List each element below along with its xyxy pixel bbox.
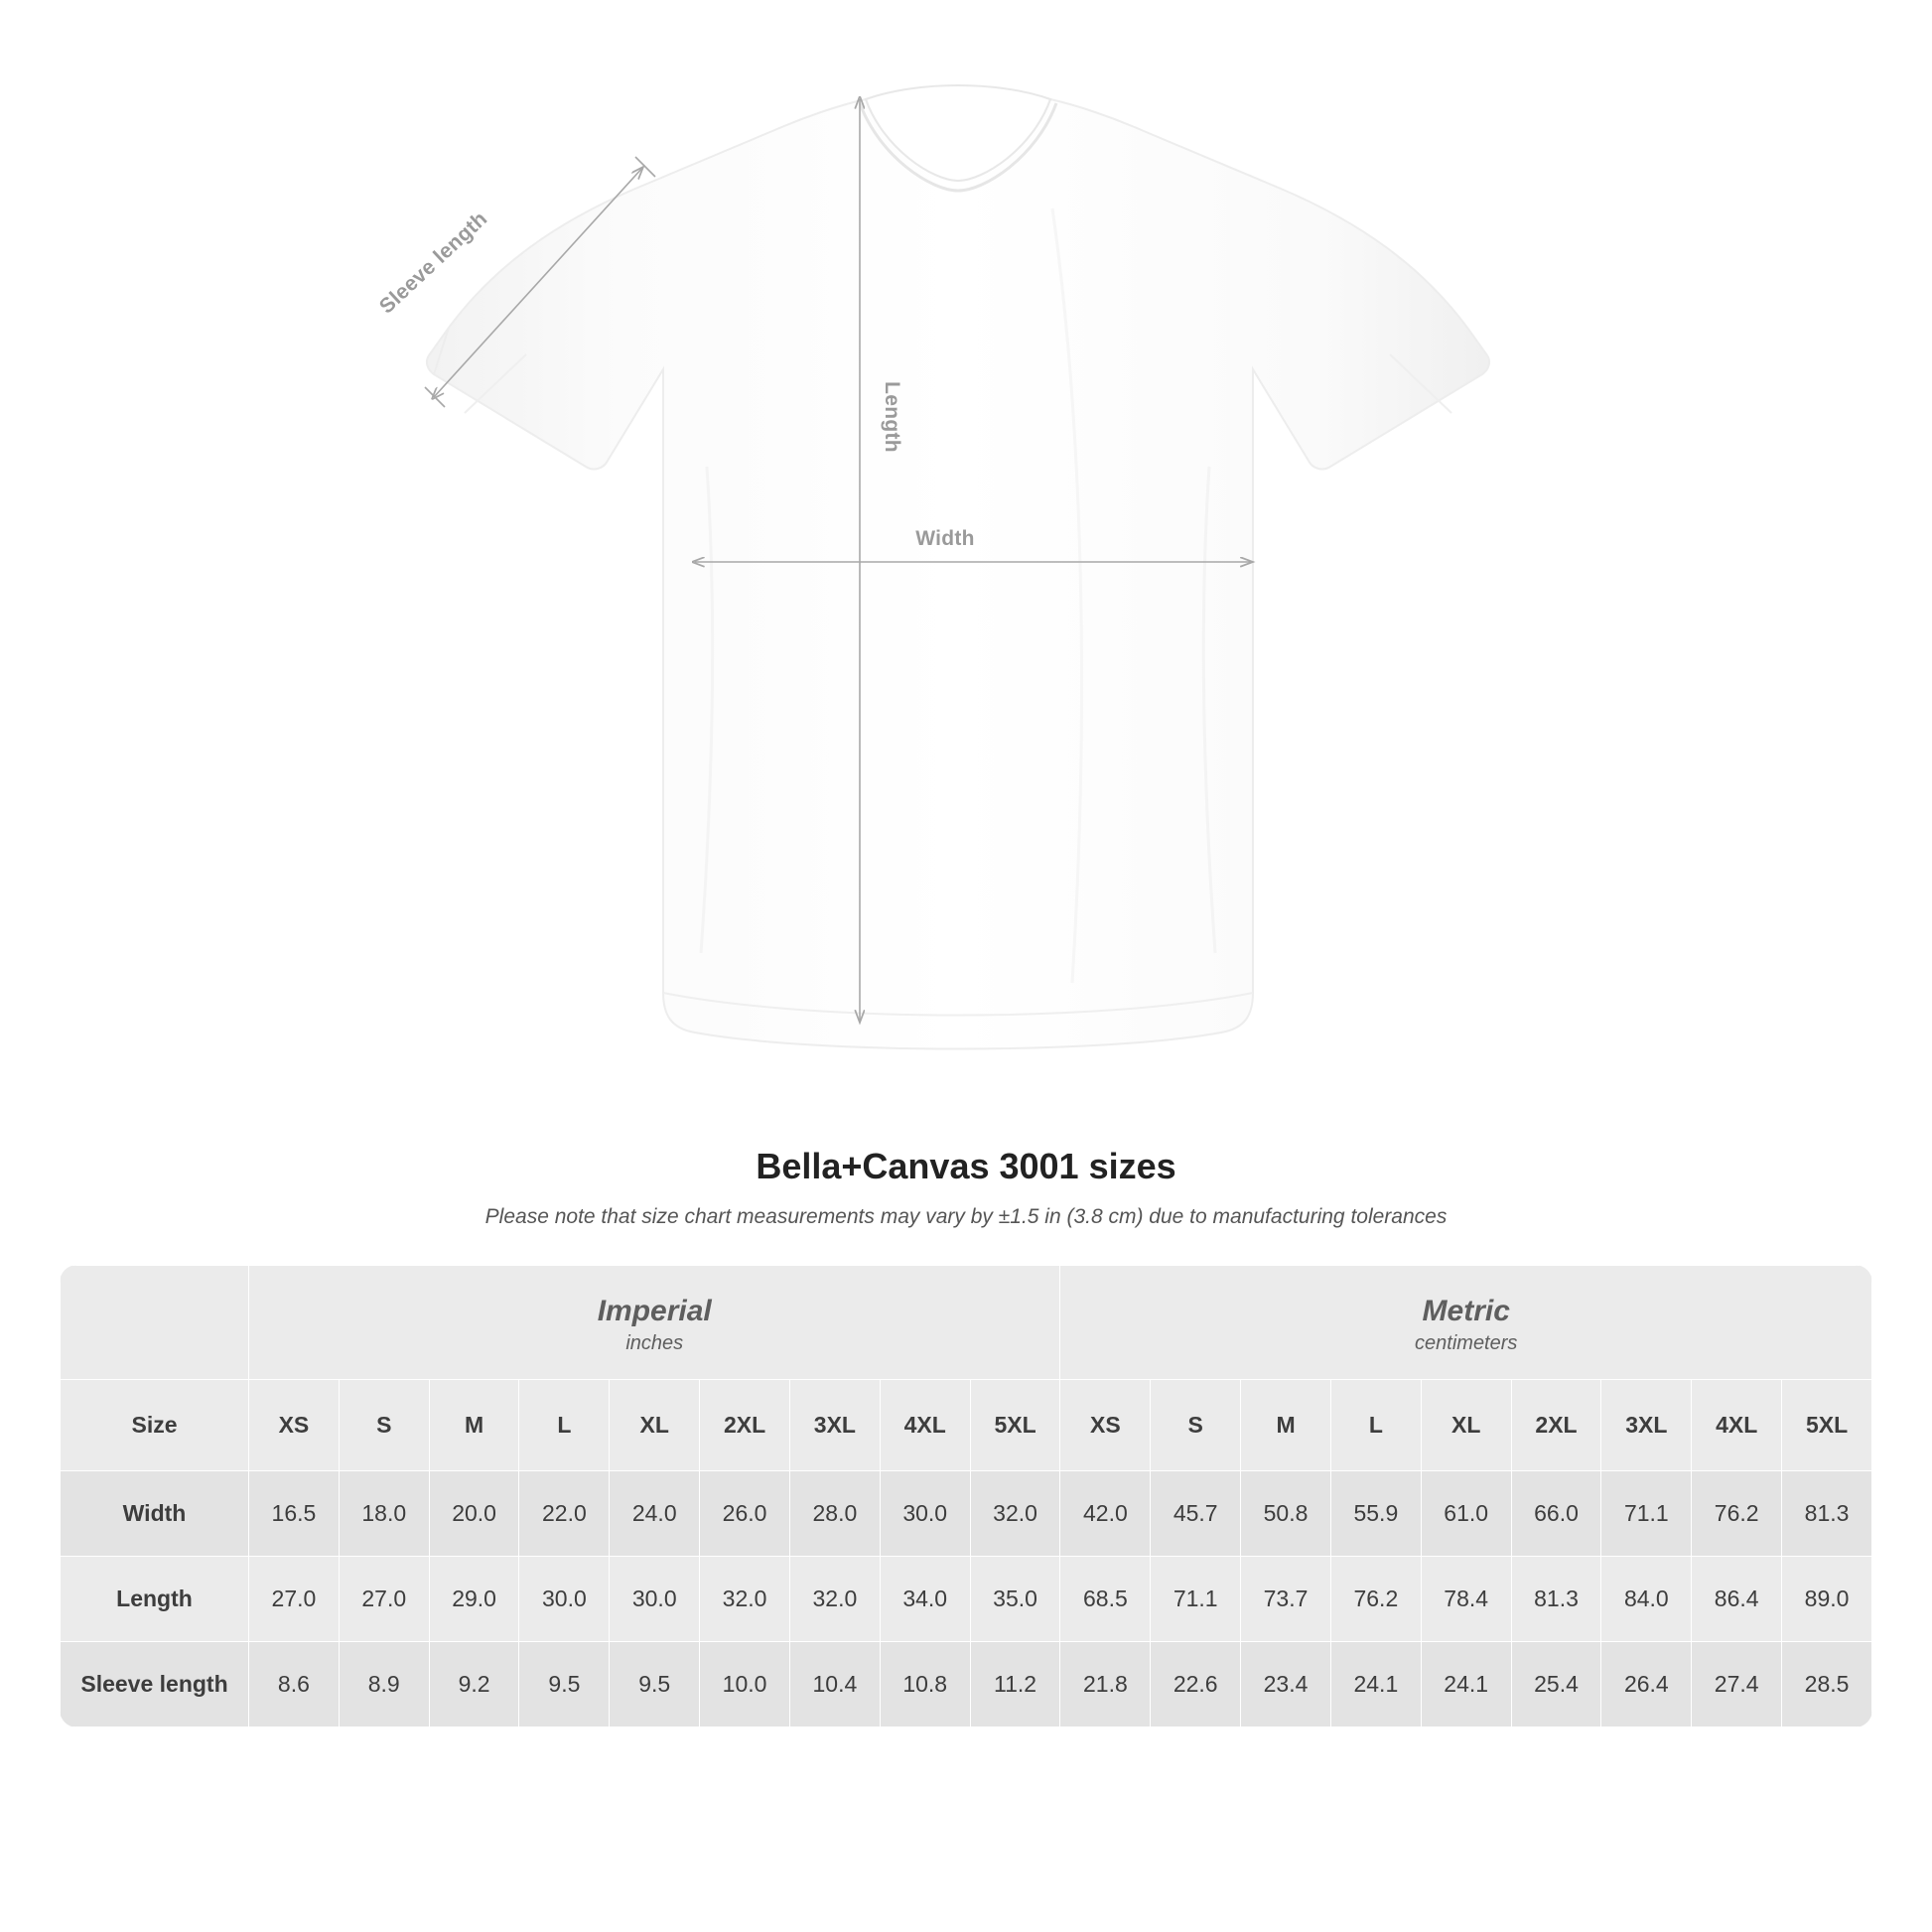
header-size-imp-5: 2XL: [700, 1379, 790, 1470]
table-row: [61, 1641, 1872, 1726]
header-size-met-3: L: [1330, 1379, 1421, 1470]
unit-metric: [1060, 1266, 1872, 1380]
table-row: [61, 1470, 1872, 1556]
unit-imperial-sub: inches: [625, 1331, 684, 1354]
cell-sleeve-met-0: 21.8: [1060, 1641, 1151, 1726]
unit-header-spacer: [61, 1266, 249, 1380]
row-label-width: Width: [61, 1470, 249, 1556]
table-header-row: [61, 1379, 1872, 1470]
cell-length-met-2: 73.7: [1241, 1556, 1331, 1641]
unit-header-row: [61, 1266, 1872, 1380]
cell-length-imp-1: 27.0: [339, 1556, 429, 1641]
row-label-length: Length: [61, 1556, 249, 1641]
cell-sleeve-met-5: 25.4: [1511, 1641, 1601, 1726]
unit-imperial: [249, 1266, 1060, 1380]
header-size-met-2: M: [1241, 1379, 1331, 1470]
header-size-imp-3: L: [519, 1379, 610, 1470]
cell-width-met-0: 42.0: [1060, 1470, 1151, 1556]
cell-sleeve-imp-6: 10.4: [789, 1641, 880, 1726]
cell-length-met-0: 68.5: [1060, 1556, 1151, 1641]
cell-sleeve-imp-1: 8.9: [339, 1641, 429, 1726]
length-dimension-label: Length: [881, 381, 903, 453]
header-size-imp-4: XL: [610, 1379, 700, 1470]
unit-metric-name: Metric: [1422, 1295, 1510, 1327]
cell-length-imp-8: 35.0: [970, 1556, 1060, 1641]
header-size-met-4: XL: [1421, 1379, 1511, 1470]
cell-length-imp-7: 34.0: [880, 1556, 970, 1641]
cell-length-imp-0: 27.0: [249, 1556, 340, 1641]
cell-length-met-3: 76.2: [1330, 1556, 1421, 1641]
cell-width-imp-0: 16.5: [249, 1470, 340, 1556]
cell-width-met-7: 76.2: [1692, 1470, 1782, 1556]
cell-sleeve-imp-5: 10.0: [700, 1641, 790, 1726]
cell-width-imp-4: 24.0: [610, 1470, 700, 1556]
header-size-imp-1: S: [339, 1379, 429, 1470]
row-label-sleeve-length: Sleeve length: [61, 1641, 249, 1726]
cell-sleeve-met-6: 26.4: [1601, 1641, 1692, 1726]
size-table: [60, 1265, 1872, 1727]
cell-width-imp-1: 18.0: [339, 1470, 429, 1556]
cell-width-imp-2: 20.0: [429, 1470, 519, 1556]
cell-length-met-5: 81.3: [1511, 1556, 1601, 1641]
cell-width-met-4: 61.0: [1421, 1470, 1511, 1556]
cell-sleeve-met-2: 23.4: [1241, 1641, 1331, 1726]
cell-length-imp-2: 29.0: [429, 1556, 519, 1641]
header-size-imp-6: 3XL: [789, 1379, 880, 1470]
cell-length-imp-6: 32.0: [789, 1556, 880, 1641]
unit-imperial-name: Imperial: [597, 1295, 712, 1327]
cell-sleeve-imp-7: 10.8: [880, 1641, 970, 1726]
header-size-met-5: 2XL: [1511, 1379, 1601, 1470]
header-size-imp-2: M: [429, 1379, 519, 1470]
cell-width-imp-6: 28.0: [789, 1470, 880, 1556]
cell-sleeve-imp-3: 9.5: [519, 1641, 610, 1726]
cell-sleeve-met-1: 22.6: [1151, 1641, 1241, 1726]
width-dimension-label: Width: [915, 527, 975, 550]
cell-length-met-6: 84.0: [1601, 1556, 1692, 1641]
tolerance-note: Please note that size chart measurements may vary by ±1.5 in (3.8 cm) due to manufacturing tolerances: [484, 1205, 1448, 1228]
cell-sleeve-imp-0: 8.6: [249, 1641, 340, 1726]
header-size-imp-8: 5XL: [970, 1379, 1060, 1470]
cell-width-met-2: 50.8: [1241, 1470, 1331, 1556]
cell-width-met-5: 66.0: [1511, 1470, 1601, 1556]
cell-length-met-4: 78.4: [1421, 1556, 1511, 1641]
cell-width-imp-8: 32.0: [970, 1470, 1060, 1556]
cell-sleeve-met-3: 24.1: [1330, 1641, 1421, 1726]
cell-sleeve-imp-2: 9.2: [429, 1641, 519, 1726]
header-size-imp-7: 4XL: [880, 1379, 970, 1470]
cell-width-met-8: 81.3: [1782, 1470, 1872, 1556]
page-title: Bella+Canvas 3001 sizes: [756, 1146, 1176, 1186]
header-size-met-8: 5XL: [1782, 1379, 1872, 1470]
header-size-met-0: XS: [1060, 1379, 1151, 1470]
cell-sleeve-imp-4: 9.5: [610, 1641, 700, 1726]
sleeve-length-dimension-label: Sleeve length: [374, 207, 492, 319]
cell-sleeve-met-4: 24.1: [1421, 1641, 1511, 1726]
cell-sleeve-imp-8: 11.2: [970, 1641, 1060, 1726]
header-size-met-6: 3XL: [1601, 1379, 1692, 1470]
cell-width-imp-3: 22.0: [519, 1470, 610, 1556]
cell-length-imp-4: 30.0: [610, 1556, 700, 1641]
cell-sleeve-met-8: 28.5: [1782, 1641, 1872, 1726]
cell-width-imp-5: 26.0: [700, 1470, 790, 1556]
header-size-imp-0: XS: [249, 1379, 340, 1470]
cell-width-met-3: 55.9: [1330, 1470, 1421, 1556]
cell-length-met-7: 86.4: [1692, 1556, 1782, 1641]
header-size-met-1: S: [1151, 1379, 1241, 1470]
table-row: [61, 1556, 1872, 1641]
header-size: Size: [61, 1379, 249, 1470]
cell-width-met-1: 45.7: [1151, 1470, 1241, 1556]
cell-length-imp-3: 30.0: [519, 1556, 610, 1641]
cell-length-imp-5: 32.0: [700, 1556, 790, 1641]
cell-length-met-1: 71.1: [1151, 1556, 1241, 1641]
cell-width-met-6: 71.1: [1601, 1470, 1692, 1556]
size-table-container: [60, 1265, 1872, 1727]
cell-sleeve-met-7: 27.4: [1692, 1641, 1782, 1726]
cell-width-imp-7: 30.0: [880, 1470, 970, 1556]
header-size-met-7: 4XL: [1692, 1379, 1782, 1470]
cell-length-met-8: 89.0: [1782, 1556, 1872, 1641]
unit-metric-sub: centimeters: [1415, 1331, 1518, 1354]
